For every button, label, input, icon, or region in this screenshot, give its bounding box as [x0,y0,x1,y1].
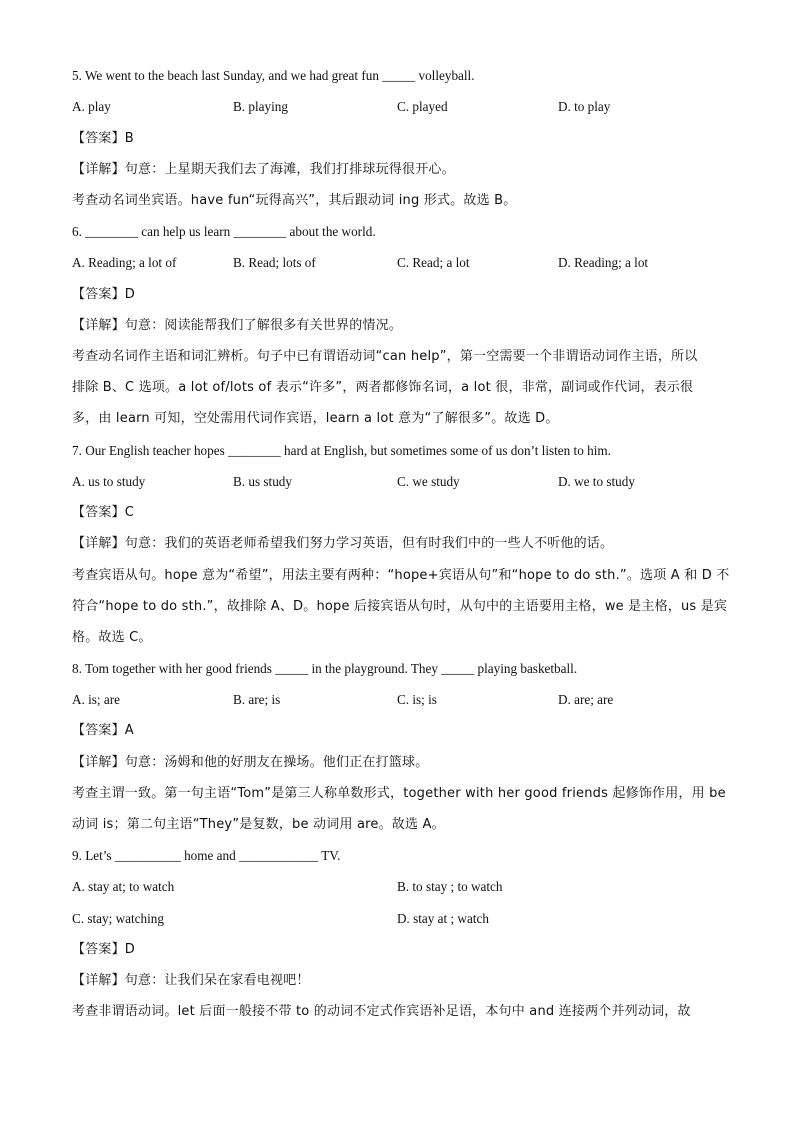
question-8-detail-3: 动词 is；第二句主语“They”是复数，be 动词用 are。故选 A。 [72,817,445,832]
question-7-detail-3: 符合“hope to do sth.”，故排除 A、D。hope 后接宾语从句时，从句中的主语要用主格，we 是主格，us 是宾 [72,599,728,614]
question-9-option-a: A. stay at; to watch [72,879,175,894]
question-7-option-d: D. we to study [558,474,635,489]
question-6-option-c: C. Read; a lot [397,255,470,270]
question-9-answer: 【答案】D [72,942,136,957]
question-7-option-c: C. we study [397,474,460,489]
question-7-option-b: B. us study [233,474,292,489]
question-5-stem: 5. We went to the beach last Sunday, and we had great fun _____ volleyball. [72,68,475,83]
question-8-option-c: C. is; is [397,692,437,707]
question-9-stem: 9. Let’s __________ home and ____________ TV. [72,848,341,863]
question-9-option-d: D. stay at ; watch [397,911,489,926]
question-8-detail-1: 【详解】句意：汤姆和他的好朋友在操场。他们正在打篮球。 [72,755,429,770]
question-6-stem: 6. ________ can help us learn ________ about the world. [72,224,376,239]
question-8-answer: 【答案】A [72,723,134,738]
question-8-stem: 8. Tom together with her good friends _____ in the playground. They _____ playing basketball. [72,661,578,676]
question-5-detail-1: 【详解】句意：上星期天我们去了海滩，我们打排球玩得很开心。 [72,162,455,177]
question-6-answer: 【答案】D [72,287,136,302]
question-9-option-c: C. stay; watching [72,911,164,926]
question-8-option-b: B. are; is [233,692,281,707]
question-8-detail-2: 考查主谓一致。第一句主语“Tom”是第三人称单数形式，together with her good friends 起修饰作用，用 be [72,786,726,801]
question-7-detail-1: 【详解】句意：我们的英语老师希望我们努力学习英语，但有时我们中的一些人不听他的话。 [72,536,614,551]
question-6-detail-3: 排除 B、C 选项。a lot of/lots of 表示“许多”，两者都修饰名词，a lot 很，非常，副词或作代词，表示很 [72,380,694,395]
question-6-option-b: B. Read; lots of [233,255,316,270]
question-6-detail-1: 【详解】句意：阅读能帮我们了解很多有关世界的情况。 [72,318,403,333]
question-5-option-d: D. to play [558,99,611,114]
question-5-detail-2: 考查动名词坐宾语。have fun“玩得高兴”，其后跟动词 ing 形式。故选 B。 [72,193,517,208]
question-6-option-a: A. Reading; a lot of [72,255,177,270]
question-8-option-a: A. is; are [72,692,120,707]
question-6-detail-4: 多，由 learn 可知，空处需用代词作宾语，learn a lot 意为“了解很多”。故选 D。 [72,411,559,426]
question-8-option-d: D. are; are [558,692,614,707]
question-7-option-a: A. us to study [72,474,146,489]
question-7-answer: 【答案】C [72,505,135,520]
question-7-detail-2: 考查宾语从句。hope 意为“希望”，用法主要有两种：“hope+宾语从句”和“hope to do sth.”。选项 A 和 D 不 [72,568,730,583]
question-5-option-b: B. playing [233,99,288,114]
question-9-detail-2: 考查非谓语动词。let 后面一般接不带 to 的动词不定式作宾语补足语，本句中 and 连接两个并列动词，故 [72,1004,691,1019]
question-9-detail-1: 【详解】句意：让我们呆在家看电视吧！ [72,973,310,988]
question-5-option-c: C. played [397,99,448,114]
question-7-stem: 7. Our English teacher hopes ________ hard at English, but sometimes some of us don’t listen to him. [72,443,611,458]
question-6-detail-2: 考查动名词作主语和词汇辨析。句子中已有谓语动词“can help”，第一空需要一个非谓语动词作主语，所以 [72,349,698,364]
question-6-option-d: D. Reading; a lot [558,255,649,270]
question-5-answer: 【答案】B [72,131,134,146]
question-5-option-a: A. play [72,99,111,114]
question-7-detail-4: 格。故选 C。 [72,630,152,645]
question-9-option-b: B. to stay ; to watch [397,879,503,894]
